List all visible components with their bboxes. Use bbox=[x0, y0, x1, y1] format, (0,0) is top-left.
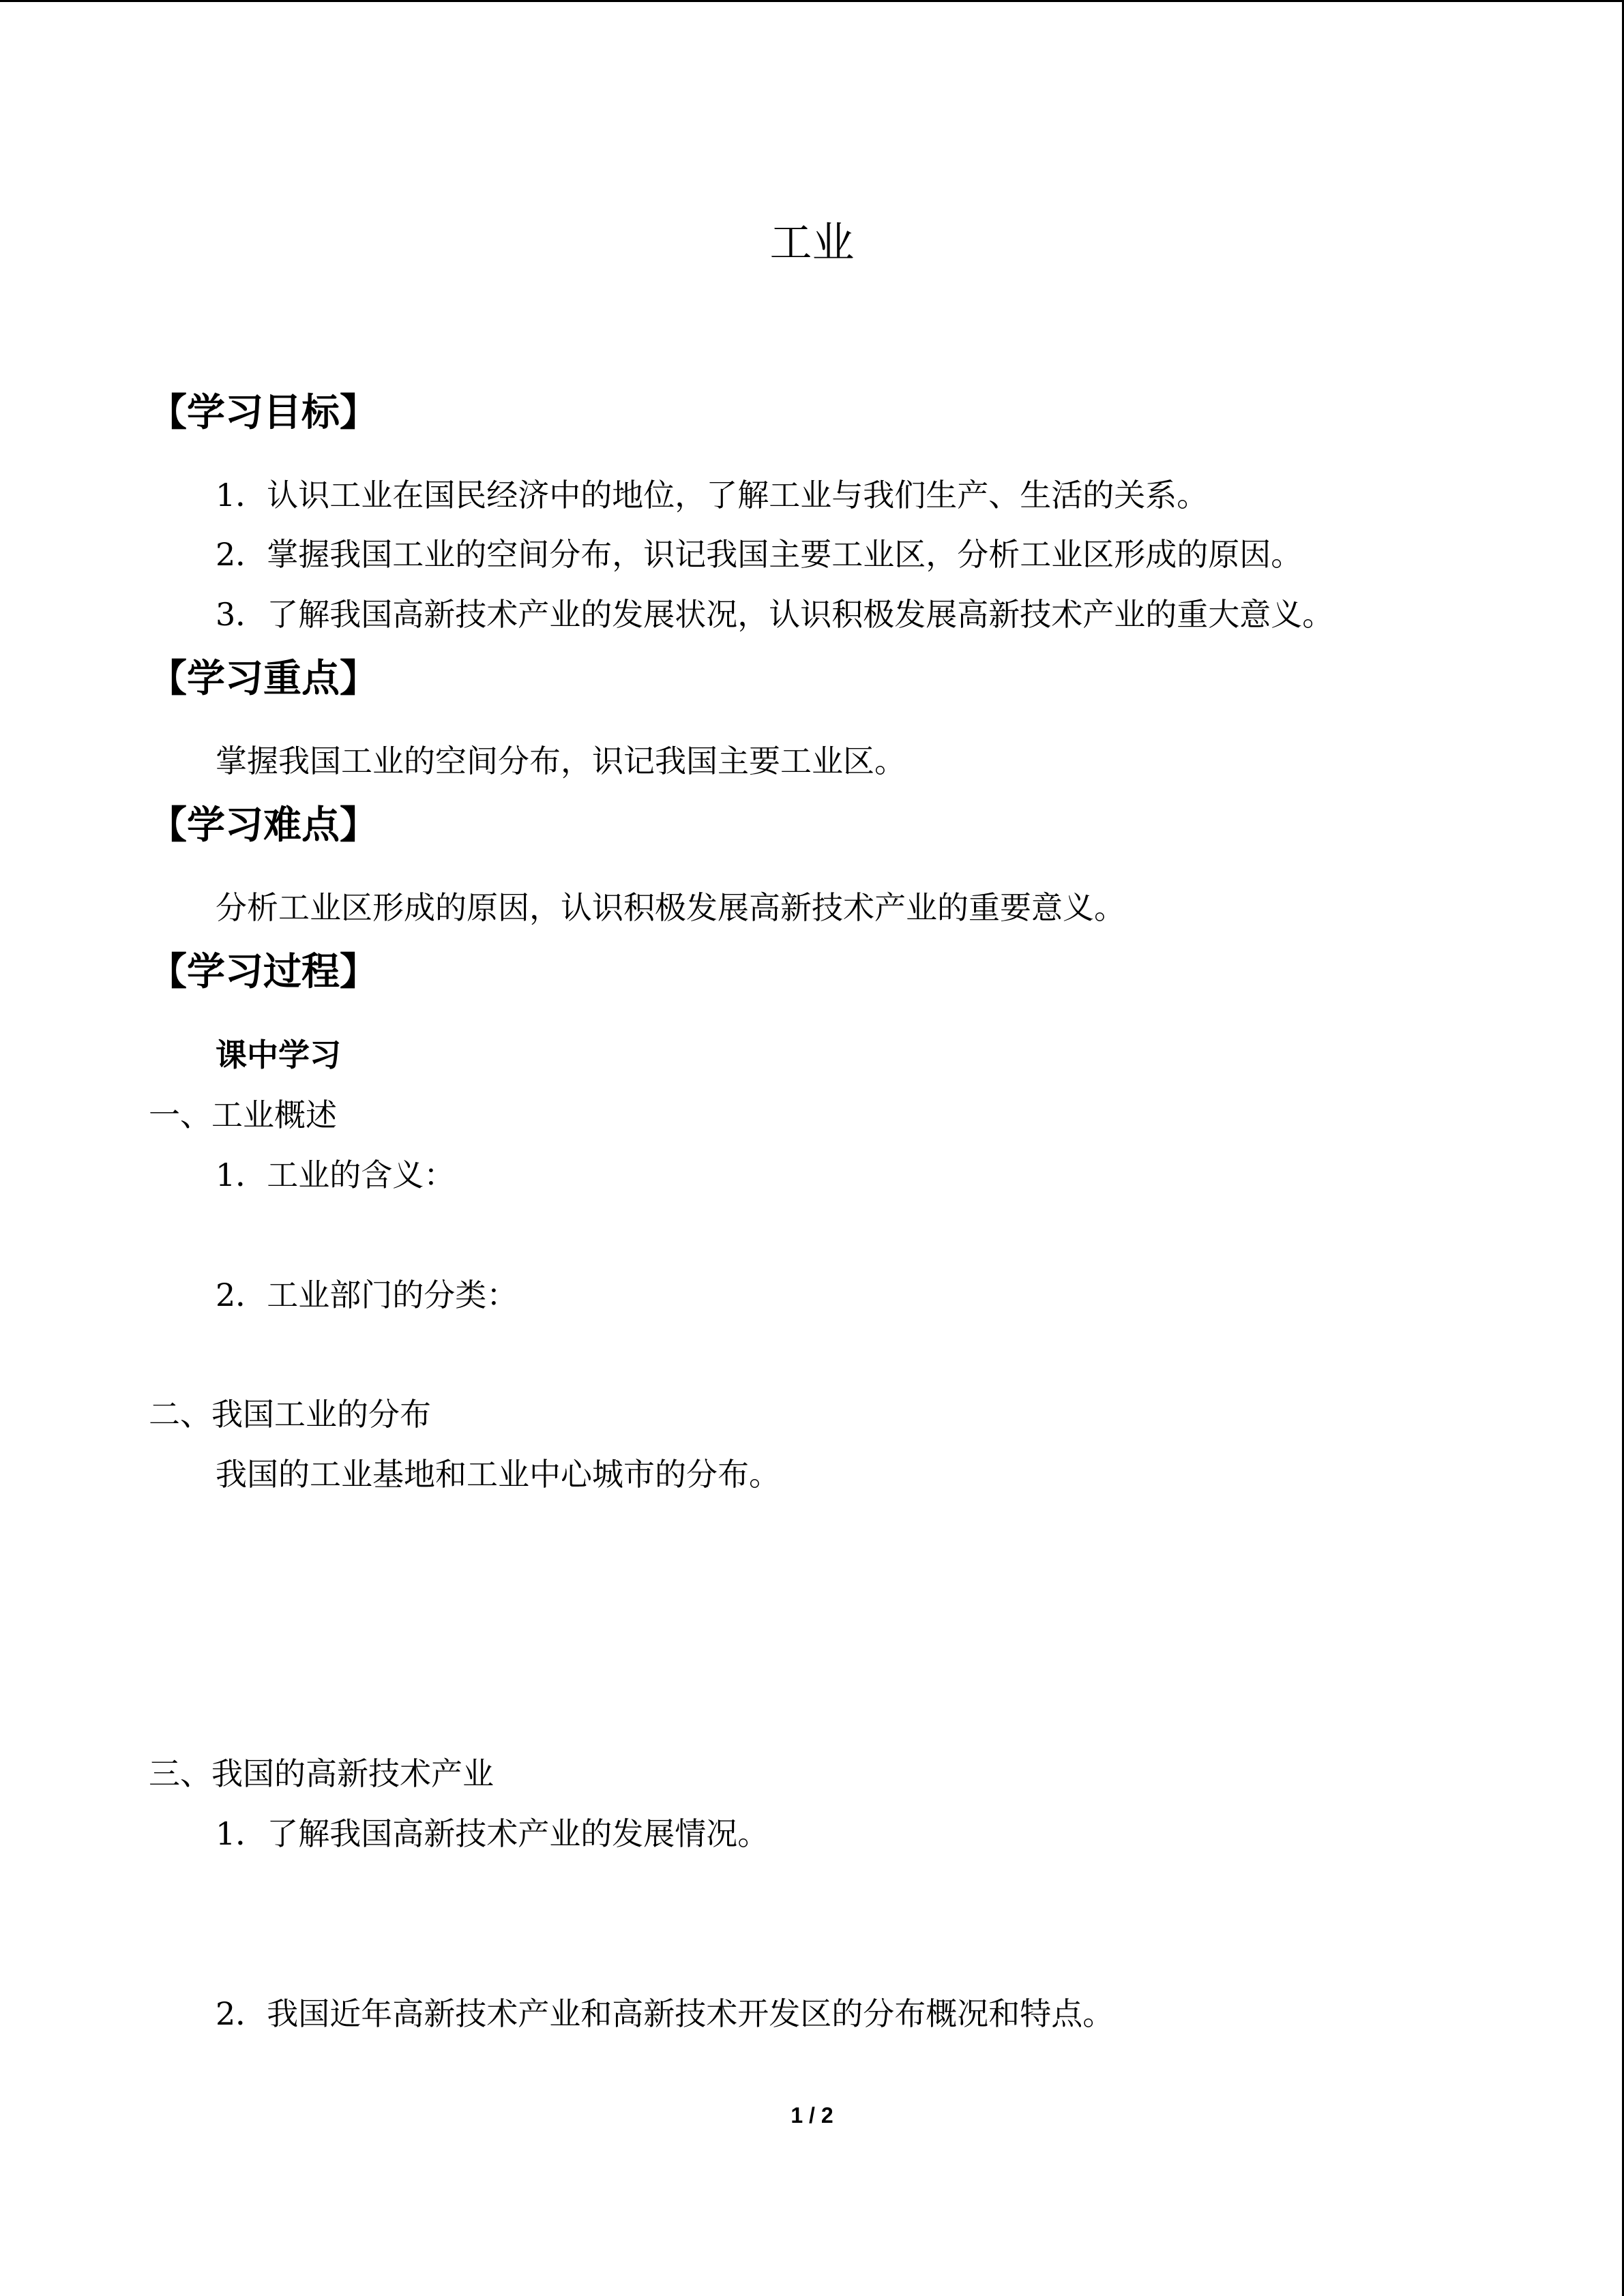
objective-item-2: 2．掌握我国工业的空间分布，识记我国主要工业区，分析工业区形成的原因。 bbox=[216, 536, 1303, 573]
part2-text: 我国的工业基地和工业中心城市的分布。 bbox=[216, 1456, 780, 1493]
process-heading: 【学习过程】 bbox=[149, 950, 378, 994]
difficulties-heading: 【学习难点】 bbox=[149, 803, 378, 848]
part1-item-1: 1．工业的含义： bbox=[216, 1157, 456, 1193]
key-points-text: 掌握我国工业的空间分布，识记我国主要工业区。 bbox=[216, 743, 906, 779]
document-title: 工业 bbox=[769, 218, 855, 267]
part1-title: 一、工业概述 bbox=[149, 1097, 337, 1133]
page-border-top bbox=[0, 0, 1624, 2]
objective-item-1: 1．认识工业在国民经济中的地位，了解工业与我们生产、生活的关系。 bbox=[216, 477, 1209, 513]
objectives-heading: 【学习目标】 bbox=[149, 391, 378, 435]
page-number: 1 / 2 bbox=[791, 2103, 833, 2128]
difficulties-text: 分析工业区形成的原因，认识积极发展高新技术产业的重要意义。 bbox=[216, 889, 1125, 926]
process-subheading: 课中学习 bbox=[216, 1037, 341, 1073]
part2-title: 二、我国工业的分布 bbox=[149, 1396, 431, 1433]
part3-item-2: 2．我国近年高新技术产业和高新技术开发区的分布概况和特点。 bbox=[216, 1995, 1114, 2032]
part3-item-1: 1．了解我国高新技术产业的发展情况。 bbox=[216, 1815, 769, 1852]
part1-item-2: 2．工业部门的分类： bbox=[216, 1277, 518, 1313]
key-points-heading: 【学习重点】 bbox=[149, 657, 378, 701]
part3-title: 三、我国的高新技术产业 bbox=[149, 1755, 494, 1792]
objective-item-3: 3．了解我国高新技术产业的发展状况，认识积极发展高新技术产业的重大意义。 bbox=[216, 596, 1334, 633]
